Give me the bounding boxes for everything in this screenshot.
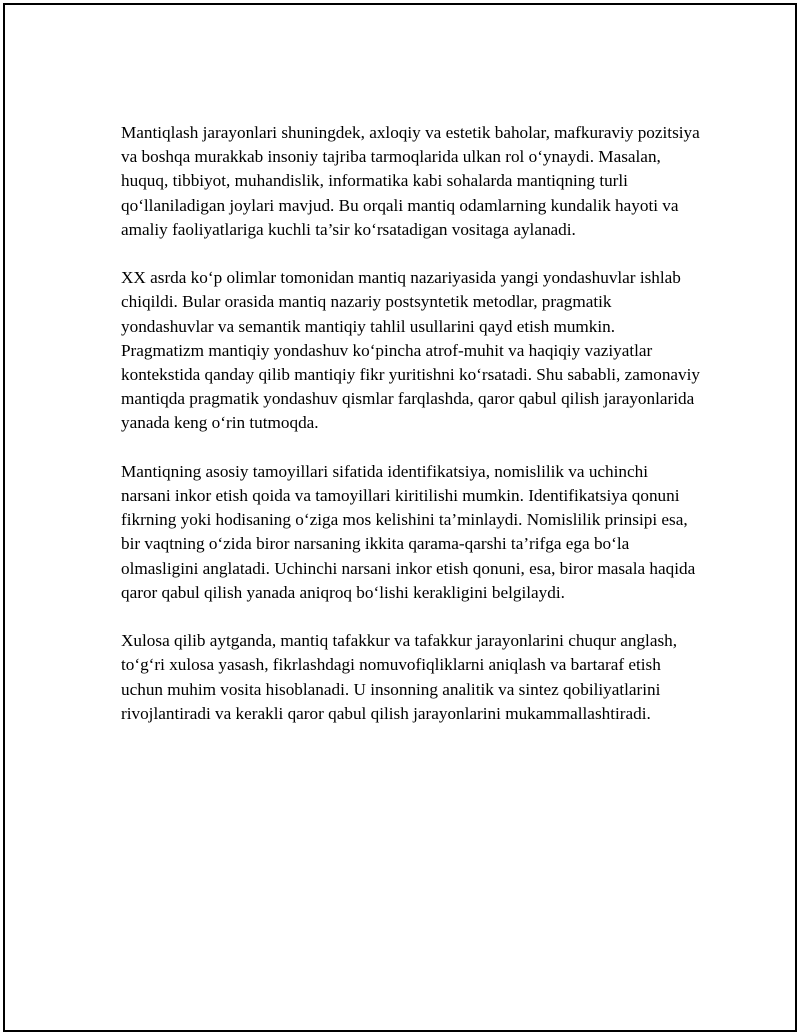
paragraph-3: Mantiqning asosiy tamoyillari sifatida identifikatsiya, nomislilik va uchinchi narsani inkor etish qoida va tamoyillari kiritilishi mumkin. Identifikatsiya qonuni fikrning yoki hodisaning o‘ziga mos kelishini ta’minlaydi. Nomislilik prinsipi esa, bir vaqtning o‘zida biror narsaning ikkita qarama-qarshi ta’rifga ega bo‘la olmasligini anglatadi. Uchinchi narsani inkor etish qonuni, esa, biror masala haqida qaror qabul qilish yanada aniqroq bo‘lishi kerakligini belgilaydi. <box>121 461 696 602</box>
document-body <box>121 121 701 750</box>
paragraph-2: XX asrda ko‘p olimlar tomonidan mantiq nazariyasida yangi yondashuvlar ishlab chiqildi. Bular orasida mantiq nazariy postsyntetik metodlar, pragmatik yondashuvlar va semantik mantiqiy tahlil usullarini qayd etish mumkin. Pragmatizm mantiqiy yondashuv ko‘pincha atrof-muhit va haqiqiy vaziyatlar kontekstida qanday qilib mantiqiy fikr yuritishni ko‘rsatadi. Shu sababli, zamonaviy mantiqda pragmatik yondashuv qismlar farqlashda, qaror qabul qilish jarayonlarida yanada keng o‘rin tutmoqda. <box>121 268 701 433</box>
paragraph-4: Xulosa qilib aytganda, mantiq tafakkur va tafakkur jarayonlarini chuqur anglash, to‘g‘ri xulosa yasash, fikrlashdagi nomuvofiqliklarni aniqlash va bartaraf etish uchun muhim vosita hisoblanadi. U insonning analitik va sintez qobiliyatlarini rivojlantiradi va kerakli qaror qabul qilish jarayonlarini mukammallashtiradi. <box>121 631 678 723</box>
page-frame <box>3 3 797 1032</box>
paragraph-1: Mantiqlash jarayonlari shuningdek, axloqiy va estetik baholar, mafkuraviy pozitsiya va boshqa murakkab insoniy tajriba tarmoqlarida ulkan rol o‘ynaydi. Masalan, huquq, tibbiyot, muhandislik, informatika kabi sohalarda mantiqning turli qo‘llaniladigan joylari mavjud. Bu orqali mantiq odamlarning kundalik hayoti va amaliy faoliyatlariga kuchli ta’sir ko‘rsatadigan vositaga aylanadi. <box>121 123 700 239</box>
